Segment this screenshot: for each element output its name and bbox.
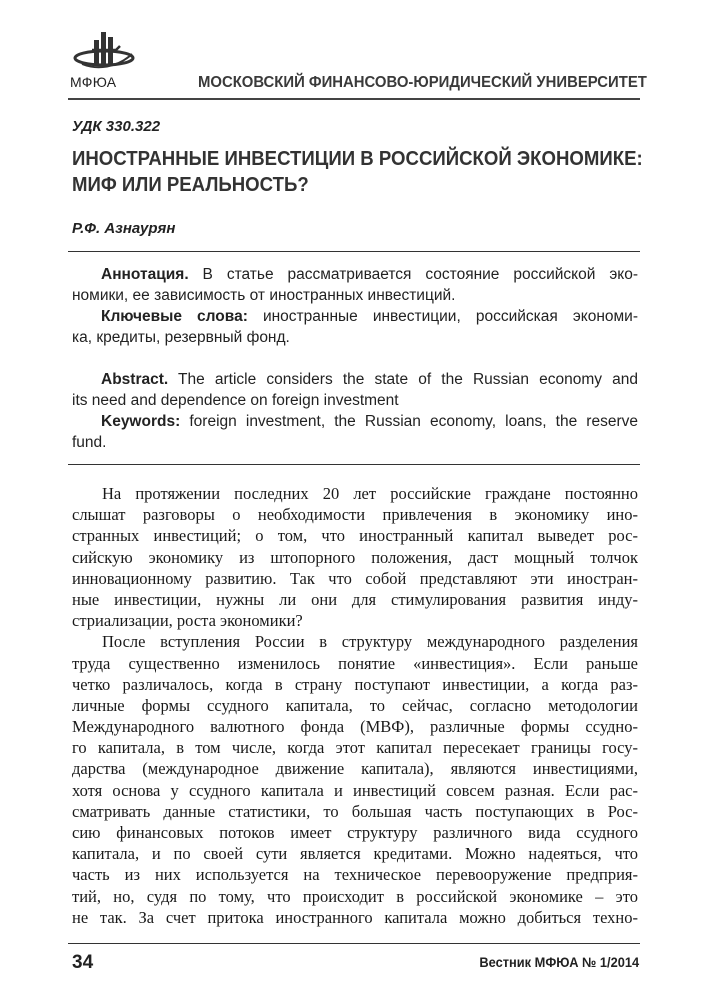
header-divider: [68, 98, 640, 100]
body-line: тий, но, судя по тому, что происходит в российской экономике – это: [72, 886, 638, 906]
body-line: хотя основа у ссудного капитала и инвестиций совсем разная. Если рас-: [72, 780, 638, 800]
body-line: сию финансовых потоков имеет структуру различного вида ссудного: [72, 823, 638, 842]
article-body: [72, 483, 638, 928]
body-line: инновационному развитию. Так что собой представляют эти иностран-: [72, 568, 638, 588]
article-author: Р.Ф. Азнаурян: [72, 220, 176, 237]
body-line: сматривать данные статистики, то большая часть поступающих в Рос-: [72, 801, 638, 821]
body-line: личные формы ссудного капитала, то сейчас, согласно методологии: [72, 695, 638, 715]
body-line: труда существенно изменилось понятие «инвестиция». Если раньше: [72, 653, 638, 673]
body-line: странных инвестиций; о том, что иностранный капитал выведет рос-: [72, 526, 638, 546]
university-name: МОСКОВСКИЙ ФИНАНСОВО-ЮРИДИЧЕСКИЙ УНИВЕРСИТЕТ: [198, 74, 647, 91]
body-line: го капитала, в том числе, когда этот капитал пересекает границы госу-: [72, 738, 638, 758]
keywords-en-label: Keywords:: [101, 413, 181, 430]
abstract-en-label: Abstract.: [101, 371, 169, 388]
keywords-ru-text: иностранные инвестиции, российская экономи-: [247, 308, 638, 325]
abstract-bottom-divider: [68, 464, 640, 465]
body-line: ные инвестиции, нужны ли они для стимулирования развития инду-: [72, 589, 638, 609]
article-title: [72, 146, 643, 198]
keywords-ru-text: ка, кредиты, резервный фонд.: [72, 329, 290, 346]
abstract-ru-text: В статье рассматривается состояние российской эко-: [188, 266, 638, 283]
keywords-en: [72, 411, 638, 453]
abstract-top-divider: [68, 251, 640, 252]
body-line: На протяжении последних 20 лет российские граждане постоянно: [102, 484, 638, 503]
udk-code: УДК 330.322: [72, 118, 161, 135]
logo-emblem-icon: [72, 28, 136, 74]
university-logo: [68, 28, 140, 94]
body-line: сийскую экономику из штопорного положения, даст мощный толчок: [72, 547, 638, 567]
body-line: слышат разговоры о необходимости привлечения в экономику ино-: [72, 505, 638, 525]
abstract-en: [72, 369, 638, 411]
body-line: не так. За счет притока иностранного капитала можно добиться техно-: [72, 907, 638, 927]
page-header: [68, 28, 647, 100]
page-number: 34: [72, 952, 94, 973]
keywords-en-text: fund.: [72, 434, 107, 451]
body-line: Международного валютного фонда (МВФ), различные формы ссудно-: [72, 717, 638, 737]
abstract-ru-text: номики, ее зависимость от иностранных инвестиций.: [72, 287, 456, 304]
keywords-ru: [72, 306, 638, 348]
abstract-block: [72, 264, 638, 453]
body-line: После вступления России в структуру международного разделения: [102, 632, 638, 652]
abstract-ru: [72, 264, 638, 306]
body-line: дарства (международное движение капитала), являются инвестициями,: [72, 759, 638, 779]
keywords-en-text: foreign investment, the Russian economy, loans, the reserve: [180, 413, 638, 430]
body-line: четко различалось, когда в страну поступают инвестиции, а когда раз-: [72, 674, 638, 694]
journal-name: Вестник МФЮА № 1/2014: [479, 955, 639, 970]
body-line: часть из них используется на техническое перевооружение предприя-: [72, 865, 638, 885]
body-line: стриализации, роста экономики?: [72, 611, 303, 631]
title-line: ИНОСТРАННЫЕ ИНВЕСТИЦИИ В РОССИЙСКОЙ ЭКОНОМИКЕ:: [72, 148, 643, 170]
logo-text: МФЮА: [70, 74, 117, 90]
abstract-en-text: its need and dependence on foreign investment: [72, 392, 399, 409]
keywords-ru-label: Ключевые слова:: [101, 308, 248, 325]
abstract-en-text: The article considers the state of the Russian economy and: [168, 371, 638, 388]
abstract-ru-label: Аннотация.: [101, 266, 189, 283]
body-line: капитала, и по своей сути является кредитами. Можно надеяться, что: [72, 844, 638, 864]
title-line: МИФ ИЛИ РЕАЛЬНОСТЬ?: [72, 174, 309, 196]
footer-divider: [68, 943, 640, 944]
